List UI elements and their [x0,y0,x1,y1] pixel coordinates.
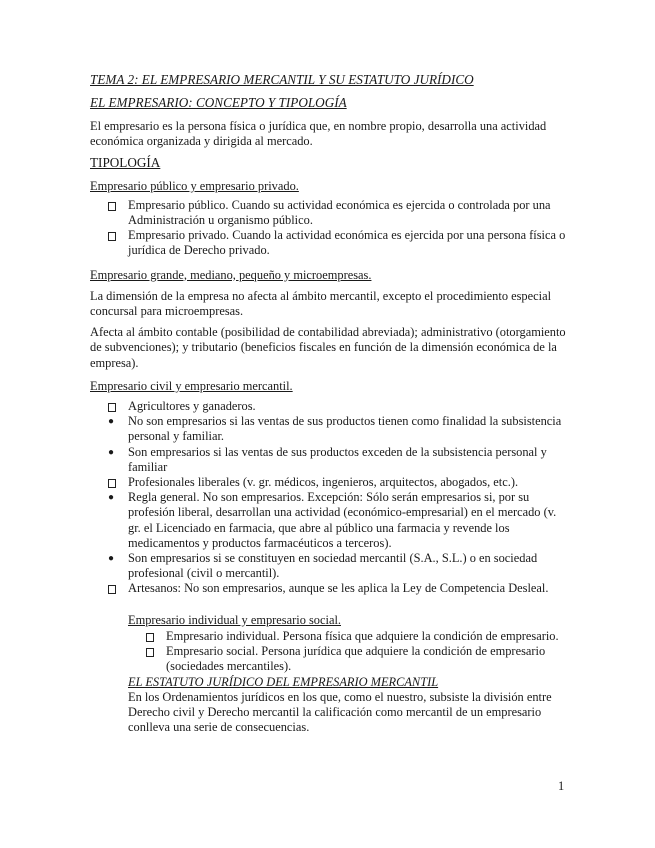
bullet-dot-icon: ● [108,553,115,565]
list-item: Artesanos: No son empresarios, aunque se les aplica la Ley de Competencia Desleal. [90,581,572,596]
bullet-dot-icon: ● [108,416,115,428]
list-item: Empresario social. Persona jurídica que adquiere la condición de empresario (sociedades mercantiles). [128,644,572,674]
checkbox-bullet-icon [108,232,116,241]
list-item: Agricultores y ganaderos. [90,399,572,414]
doc-title: TEMA 2: EL EMPRESARIO MERCANTIL Y SU ESTATUTO JURÍDICO [90,72,474,87]
list-item: Empresario privado. Cuando la actividad económica es ejercida por una persona física o jurídica de Derecho privado. [90,228,572,258]
publico-privado-list [90,198,572,259]
list-item: ● Son empresarios si las ventas de sus productos exceden de la subsistencia personal y familiar [108,444,547,474]
list-item: Empresario público. Cuando su actividad económica es ejercida o controlada por una Administración u organismo público. [90,198,572,228]
section-publico-privado-heading: Empresario público y empresario privado. [90,178,299,193]
list-item: Profesionales liberales (v. gr. médicos, ingenieros, arquitectos, abogados, etc.). [90,475,572,490]
bullet-dot-icon: ● [108,446,115,458]
list-item: Empresario individual. Persona física que adquiere la condición de empresario. [128,629,572,644]
list-item: ● Son empresarios si se constituyen en sociedad mercantil (S.A., S.L.) o en sociedad profesional (civil o mercantil). [108,551,538,581]
checkbox-bullet-icon [108,585,116,594]
checkbox-bullet-icon [108,403,116,412]
intro-paragraph: El empresario es la persona física o jurídica que, en nombre propio, desarrolla una actividad económica organizada y dirigida al mercado. [90,119,547,149]
checkbox-bullet-icon [108,202,116,211]
checkbox-bullet-icon [146,648,154,657]
list-item: ● Regla general. No son empresarios. Excepción: Sólo serán empresarios si, por su profesión liberal, desarrollan una actividad (económico-empresarial) en el mercado (v. gr. el Licenciado en farmacia, que abre al público una farmacia y revende los medicamentos y productos farmacéuticos a terceros). [108,490,557,550]
tipologia-heading: TIPOLOGÍA [90,155,161,171]
individual-social-list [128,629,572,675]
dimension-paragraph-2: Afecta al ámbito contable (posibilidad de contabilidad abreviada); administrativo (otorgamiento de subvenciones); y tributario (beneficios fiscales en función de la dimensión económica de la empresa). [90,325,566,370]
list-item: ● No son empresarios si las ventas de sus productos tienen como finalidad la subsistencia personal y familiar. [108,414,562,444]
section-civil-mercantil-heading: Empresario civil y empresario mercantil. [90,378,293,393]
doc-subtitle: EL EMPRESARIO: CONCEPTO Y TIPOLOGÍA [90,95,347,110]
bullet-dot-icon: ● [108,492,115,504]
estatuto-heading: EL ESTATUTO JURÍDICO DEL EMPRESARIO MERCANTIL [128,674,439,689]
checkbox-bullet-icon [146,633,154,642]
page-number: 1 [558,779,565,793]
document-page [90,72,572,735]
dimension-paragraph-1: La dimensión de la empresa no afecta al ámbito mercantil, excepto el procedimiento especial concursal para microempresas. [90,288,552,319]
section-dimension-heading: Empresario grande, mediano, pequeño y microempresas. [90,267,372,282]
section-individual-social-heading: Empresario individual y empresario social. [128,612,341,627]
estatuto-paragraph: En los Ordenamientos jurídicos en los que, como el nuestro, subsiste la división entre Derecho civil y Derecho mercantil la calificación como mercantil de un empresario conlleva una serie de consecuencias. [128,689,552,735]
checkbox-bullet-icon [108,479,116,488]
civil-mercantil-list [90,399,572,597]
